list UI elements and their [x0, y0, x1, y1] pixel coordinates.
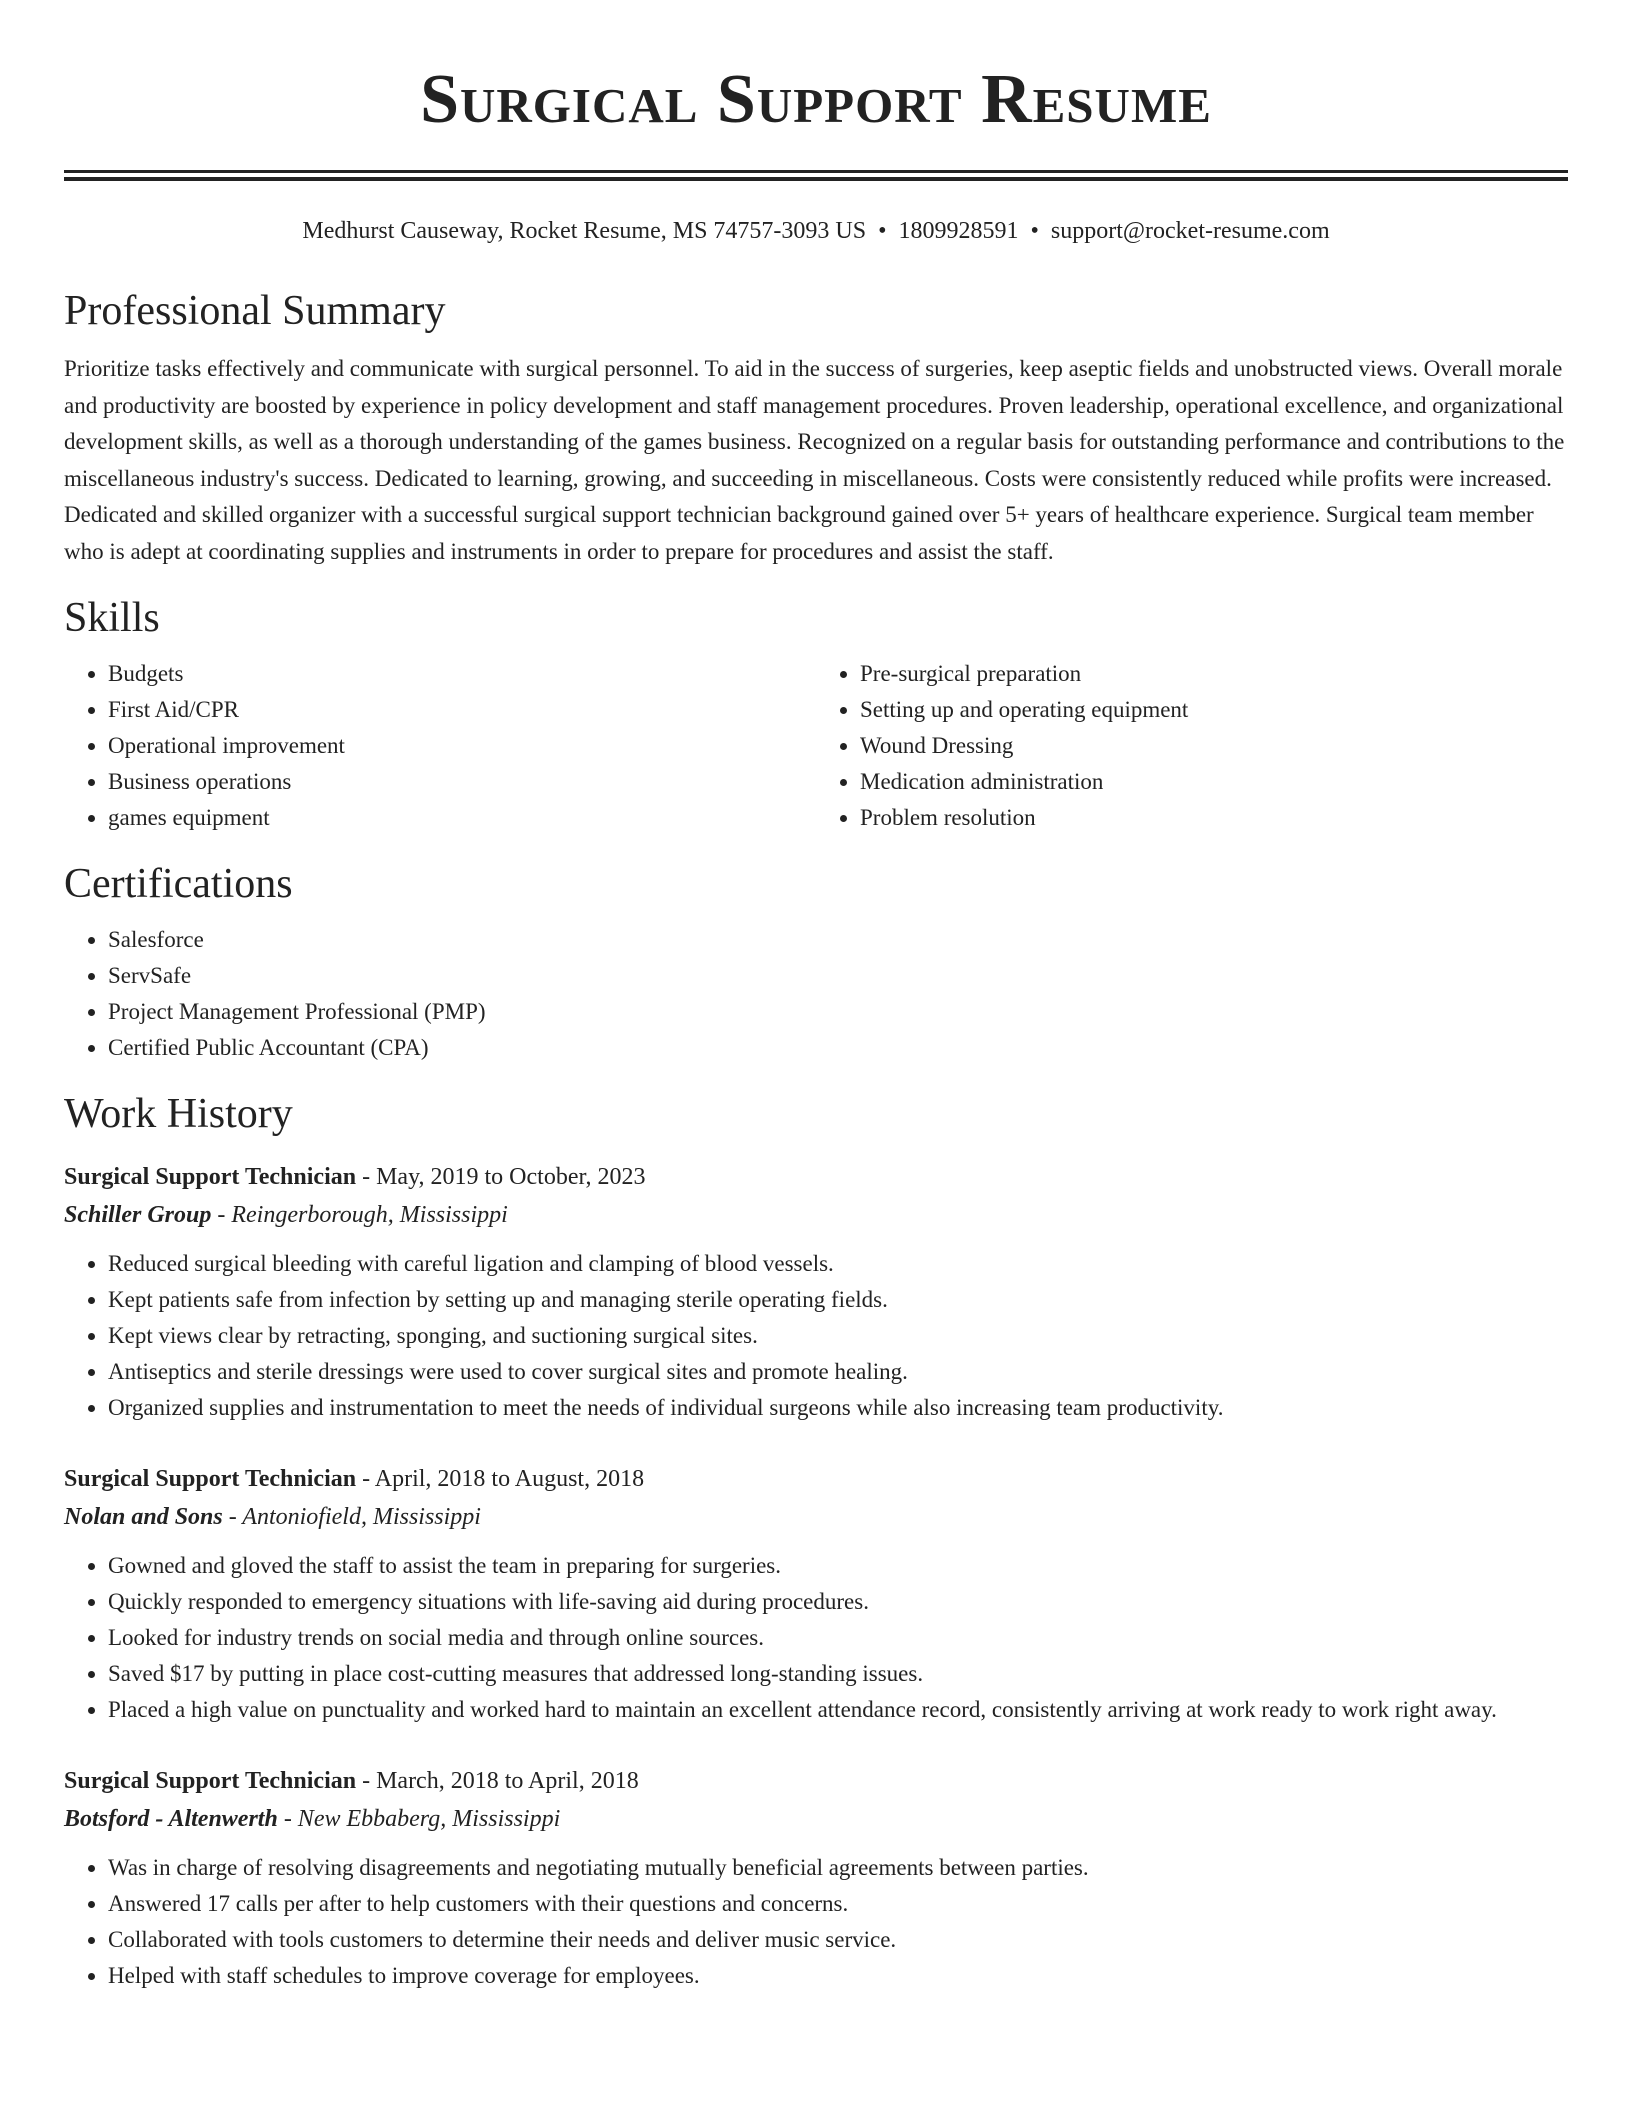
job-dates: - April, 2018 to August, 2018: [362, 1466, 645, 1492]
job-title-line: [64, 1762, 1568, 1800]
skills-list-left: [64, 656, 816, 836]
summary-heading: Professional Summary: [64, 288, 446, 334]
certification-item: • Project Management Professional (PMP): [108, 994, 1568, 1030]
job-entry: [64, 1158, 1568, 1426]
work-history-heading: Work History: [64, 1091, 293, 1137]
skill-item: • Medication administration: [860, 764, 1568, 800]
job-entry: [64, 1762, 1568, 1994]
job-bullet: • Gowned and gloved the staff to assist the team in preparing for surgeries.: [108, 1548, 1568, 1584]
contact-address: Medhurst Causeway, Rocket Resume, MS 74757-3093 US: [302, 218, 867, 244]
certifications-section: [64, 858, 1568, 1066]
job-company-line: [64, 1196, 1568, 1234]
skill-item: • Wound Dressing: [860, 728, 1568, 764]
job-company-line: [64, 1800, 1568, 1838]
job-company: Nolan and Sons: [64, 1504, 223, 1530]
job-bullets: [64, 1850, 1568, 1994]
summary-section: [64, 285, 1568, 570]
job-dates: - March, 2018 to April, 2018: [362, 1768, 639, 1794]
job-company-line: [64, 1498, 1568, 1536]
job-title: Surgical Support Technician: [64, 1164, 357, 1190]
job-title-line: [64, 1158, 1568, 1196]
job-dates: - May, 2019 to October, 2023: [362, 1164, 646, 1190]
skill-item: • Budgets: [108, 656, 816, 692]
job-bullet: • Answered 17 calls per after to help customers with their questions and concerns.: [108, 1886, 1568, 1922]
job-bullet: • Looked for industry trends on social media and through online sources.: [108, 1620, 1568, 1656]
job-title: Surgical Support Technician: [64, 1466, 357, 1492]
job-bullet: • Kept views clear by retracting, sponging, and suctioning surgical sites.: [108, 1318, 1568, 1354]
skill-item: • Business operations: [108, 764, 816, 800]
skill-item: • Pre-surgical preparation: [860, 656, 1568, 692]
skill-item: • First Aid/CPR: [108, 692, 816, 728]
skill-item: • Setting up and operating equipment: [860, 692, 1568, 728]
certification-item: • ServSafe: [108, 958, 1568, 994]
job-bullet: • Was in charge of resolving disagreements and negotiating mutually beneficial agreements between parties.: [108, 1850, 1568, 1886]
skill-item: • games equipment: [108, 800, 816, 836]
job-bullets: [64, 1246, 1568, 1426]
page-title: Surgical Support Resume: [420, 61, 1212, 138]
job-bullet: • Kept patients safe from infection by setting up and managing sterile operating fields.: [108, 1282, 1568, 1318]
contact-line: [64, 215, 1568, 247]
job-bullet: • Saved $17 by putting in place cost-cutting measures that addressed long-standing issues.: [108, 1656, 1568, 1692]
job-location: - New Ebbaberg, Mississippi: [283, 1806, 561, 1832]
job-title: Surgical Support Technician: [64, 1768, 357, 1794]
skill-item: • Problem resolution: [860, 800, 1568, 836]
job-bullet: • Reduced surgical bleeding with careful ligation and clamping of blood vessels.: [108, 1246, 1568, 1282]
summary-text: Prioritize tasks effectively and communicate with surgical personnel. To aid in the success of surgeries, keep aseptic fields and unobstructed views. Overall morale and productivity are boosted by experience in policy development and staff management procedures. Proven leadership, operational excellence, and organizational development skills, as well as a thorough understanding of the games business. Recognized on a regular basis for outstanding performance and contributions to the miscellaneous industry's success. Dedicated to learning, growing, and succeeding in miscellaneous. Costs were consistently reduced while profits were increased. Dedicated and skilled organizer with a successful surgical support technician background gained over 5+ years of healthcare experience. Surgical team member who is adept at coordinating supplies and instruments in order to prepare for procedures and assist the staff.: [64, 356, 1565, 564]
skill-item: • Operational improvement: [108, 728, 816, 764]
certification-item: • Certified Public Accountant (CPA): [108, 1030, 1568, 1066]
contact-phone: 1809928591: [898, 218, 1019, 244]
job-location: - Reingerborough, Mississippi: [217, 1202, 508, 1228]
job-bullet: • Placed a high value on punctuality and worked hard to maintain an excellent attendance record, consistently arriving at work ready to work right away.: [108, 1692, 1568, 1728]
skills-list-right: [816, 656, 1568, 836]
title-divider: [64, 170, 1568, 181]
job-company: Botsford - Altenwerth: [64, 1806, 278, 1832]
job-entry: [64, 1460, 1568, 1728]
certifications-list: [64, 922, 1568, 1066]
job-bullet: • Collaborated with tools customers to determine their needs and deliver music service.: [108, 1922, 1568, 1958]
contact-separator: •: [878, 218, 887, 244]
job-company: Schiller Group: [64, 1202, 212, 1228]
job-bullet: • Helped with staff schedules to improve coverage for employees.: [108, 1958, 1568, 1994]
skills-heading: Skills: [64, 595, 160, 641]
skills-grid: [64, 656, 1568, 836]
skills-section: [64, 592, 1568, 836]
certification-item: • Salesforce: [108, 922, 1568, 958]
job-bullet: • Quickly responded to emergency situations with life-saving aid during procedures.: [108, 1584, 1568, 1620]
contact-email: support@rocket-resume.com: [1050, 218, 1330, 244]
job-bullet: • Organized supplies and instrumentation to meet the needs of individual surgeons while also increasing team productivity.: [108, 1390, 1568, 1426]
job-bullet: • Antiseptics and sterile dressings were used to cover surgical sites and promote healing.: [108, 1354, 1568, 1390]
certifications-heading: Certifications: [64, 861, 293, 907]
work-history-section: [64, 1088, 1568, 1994]
contact-separator: •: [1030, 218, 1039, 244]
job-bullets: [64, 1548, 1568, 1728]
job-location: - Antoniofield, Mississippi: [228, 1504, 481, 1530]
job-title-line: [64, 1460, 1568, 1498]
